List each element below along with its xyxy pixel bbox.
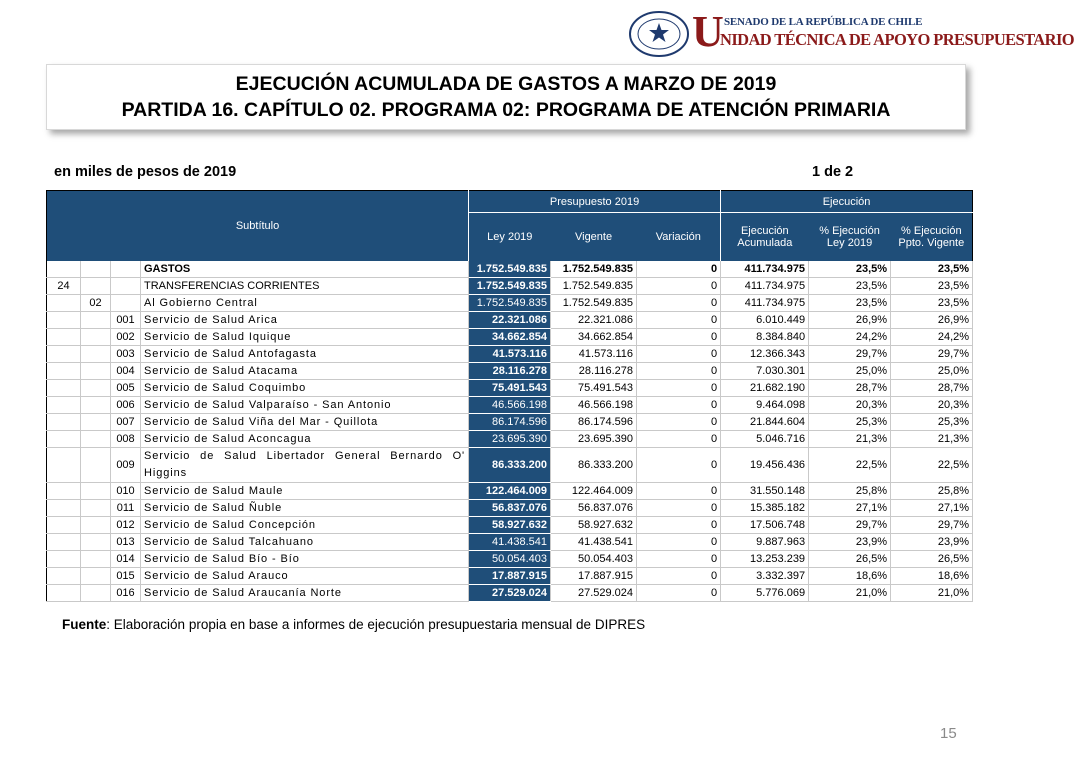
cell-pct-ley: 18,6%: [809, 567, 891, 584]
cell-vigente: 28.116.278: [551, 362, 637, 379]
cell-item: [81, 447, 111, 482]
cell-variacion: 0: [637, 379, 721, 396]
cell-asignacion: 010: [111, 482, 141, 499]
cell-vigente: 17.887.915: [551, 567, 637, 584]
cell-asignacion: [111, 261, 141, 278]
table-row: [47, 413, 973, 430]
cell-pct-vigente: 22,5%: [891, 447, 973, 482]
cell-pct-ley: 25,8%: [809, 482, 891, 499]
cell-subtitulo: [47, 567, 81, 584]
cell-denominacion: Servicio de Salud Arauco: [141, 567, 469, 584]
cell-ley: 56.837.076: [469, 499, 551, 516]
header-pct-vigente: [891, 213, 973, 261]
header-ejecucion: Ejecución: [721, 191, 973, 213]
cell-denominacion: Servicio de Salud Coquimbo: [141, 379, 469, 396]
cell-vigente: 86.333.200: [551, 447, 637, 482]
cell-item: [81, 379, 111, 396]
cell-vigente: 122.464.009: [551, 482, 637, 499]
cell-variacion: 0: [637, 345, 721, 362]
cell-item: [81, 533, 111, 550]
cell-subtitulo: [47, 261, 81, 278]
header-vigente: Vigente: [551, 213, 637, 261]
cell-ejecucion-acumulada: 21.682.190: [721, 379, 809, 396]
cell-ejecucion-acumulada: 5.776.069: [721, 584, 809, 601]
cell-subtitulo: [47, 345, 81, 362]
cell-subtitulo: [47, 533, 81, 550]
cell-vigente: 1.752.549.835: [551, 277, 637, 294]
cell-asignacion: 007: [111, 413, 141, 430]
cell-denominacion: Servicio de Salud Atacama: [141, 362, 469, 379]
cell-pct-ley: 26,9%: [809, 311, 891, 328]
cell-ejecucion-acumulada: 8.384.840: [721, 328, 809, 345]
header-subtitulo: Subtítulo: [47, 191, 469, 261]
cell-pct-vigente: 29,7%: [891, 516, 973, 533]
cell-pct-ley: 21,0%: [809, 584, 891, 601]
cell-ejecucion-acumulada: 12.366.343: [721, 345, 809, 362]
cell-variacion: 0: [637, 516, 721, 533]
cell-pct-ley: 25,0%: [809, 362, 891, 379]
cell-asignacion: 014: [111, 550, 141, 567]
cell-ejecucion-acumulada: 411.734.975: [721, 261, 809, 278]
table-row: [47, 499, 973, 516]
cell-asignacion: 008: [111, 430, 141, 447]
cell-ley: 1.752.549.835: [469, 277, 551, 294]
cell-denominacion: Servicio de Salud Araucanía Norte: [141, 584, 469, 601]
table-row: [47, 362, 973, 379]
cell-subtitulo: [47, 413, 81, 430]
cell-subtitulo: [47, 311, 81, 328]
cell-pct-vigente: 27,1%: [891, 499, 973, 516]
cell-asignacion: 016: [111, 584, 141, 601]
cell-pct-vigente: 21,3%: [891, 430, 973, 447]
cell-item: [81, 430, 111, 447]
page-title: EJECUCIÓN ACUMULADA DE GASTOS A MARZO DE 2019: [235, 73, 777, 95]
cell-ejecucion-acumulada: 9.464.098: [721, 396, 809, 413]
cell-denominacion: Servicio de Salud Arica: [141, 311, 469, 328]
cell-pct-vigente: 20,3%: [891, 396, 973, 413]
cell-ejecucion-acumulada: 17.506.748: [721, 516, 809, 533]
cell-variacion: 0: [637, 311, 721, 328]
cell-ley: 1.752.549.835: [469, 261, 551, 278]
cell-ejecucion-acumulada: 6.010.449: [721, 311, 809, 328]
cell-ley: 17.887.915: [469, 567, 551, 584]
cell-vigente: 1.752.549.835: [551, 294, 637, 311]
cell-ejecucion-acumulada: 13.253.239: [721, 550, 809, 567]
cell-variacion: 0: [637, 261, 721, 278]
cell-pct-ley: 26,5%: [809, 550, 891, 567]
cell-item: [81, 550, 111, 567]
cell-item: [81, 396, 111, 413]
cell-ley: 22.321.086: [469, 311, 551, 328]
table-row: [47, 516, 973, 533]
cell-item: [81, 499, 111, 516]
cell-ley: 86.333.200: [469, 447, 551, 482]
table-row: [47, 396, 973, 413]
header-ejec-acumulada-line2: Acumulada: [737, 236, 793, 249]
cell-asignacion: [111, 294, 141, 311]
cell-pct-vigente: 23,5%: [891, 294, 973, 311]
cell-denominacion: Servicio de Salud Maule: [141, 482, 469, 499]
cell-pct-ley: 23,9%: [809, 533, 891, 550]
logo-big-letter: U: [692, 7, 724, 56]
source-note: [62, 617, 645, 632]
table-row: [47, 533, 973, 550]
table-row: [47, 550, 973, 567]
table-row: [47, 277, 973, 294]
table-body: [47, 261, 973, 602]
cell-ejecucion-acumulada: 411.734.975: [721, 294, 809, 311]
cell-vigente: 41.438.541: [551, 533, 637, 550]
cell-item: [81, 567, 111, 584]
cell-ley: 58.927.632: [469, 516, 551, 533]
cell-asignacion: 002: [111, 328, 141, 345]
cell-subtitulo: [47, 482, 81, 499]
cell-variacion: 0: [637, 294, 721, 311]
cell-asignacion: 006: [111, 396, 141, 413]
cell-variacion: 0: [637, 567, 721, 584]
cell-subtitulo: [47, 294, 81, 311]
cell-vigente: 34.662.854: [551, 328, 637, 345]
cell-subtitulo: [47, 430, 81, 447]
cell-pct-ley: 22,5%: [809, 447, 891, 482]
cell-pct-vigente: 25,3%: [891, 413, 973, 430]
source-label: Fuente: [62, 617, 107, 632]
cell-item: 02: [81, 294, 111, 311]
cell-pct-vigente: 24,2%: [891, 328, 973, 345]
table-row: [47, 379, 973, 396]
logo-unit-text: NIDAD TÉCNICA DE APOYO PRESUPUESTARIO: [720, 30, 1074, 49]
cell-subtitulo: [47, 499, 81, 516]
cell-ejecucion-acumulada: 9.887.963: [721, 533, 809, 550]
cell-pct-vigente: 29,7%: [891, 345, 973, 362]
cell-ejecucion-acumulada: 411.734.975: [721, 277, 809, 294]
page-count: 1 de 2: [812, 164, 854, 180]
cell-ley: 1.752.549.835: [469, 294, 551, 311]
cell-vigente: 41.573.116: [551, 345, 637, 362]
cell-vigente: 86.174.596: [551, 413, 637, 430]
table-row: [47, 328, 973, 345]
cell-ley: 46.566.198: [469, 396, 551, 413]
cell-asignacion: 005: [111, 379, 141, 396]
cell-denominacion: Servicio de Salud Libertador General Bernardo O' Higgins: [141, 447, 469, 482]
cell-ejecucion-acumulada: 5.046.716: [721, 430, 809, 447]
cell-denominacion: Servicio de Salud Concepción: [141, 516, 469, 533]
header-pct-vigente-line2: Ppto. Vigente: [898, 236, 965, 249]
cell-item: [81, 413, 111, 430]
cell-variacion: 0: [637, 533, 721, 550]
cell-pct-vigente: 23,5%: [891, 261, 973, 278]
budget-table: [46, 190, 973, 602]
cell-pct-ley: 25,3%: [809, 413, 891, 430]
cell-subtitulo: [47, 516, 81, 533]
table-row: [47, 311, 973, 328]
cell-asignacion: 009: [111, 447, 141, 482]
cell-item: [81, 482, 111, 499]
cell-pct-ley: 23,5%: [809, 294, 891, 311]
header-ejec-acumulada-line1: Ejecución: [740, 224, 789, 237]
cell-asignacion: 001: [111, 311, 141, 328]
title-box: [46, 64, 966, 130]
source-text: : Elaboración propia en base a informes de ejecución presupuestaria mensual de DIPRES: [106, 617, 646, 632]
cell-subtitulo: [47, 396, 81, 413]
table-row: [47, 261, 973, 278]
cell-pct-vigente: 23,9%: [891, 533, 973, 550]
header-pct-ley-line1: % Ejecución: [819, 224, 880, 237]
cell-vigente: 22.321.086: [551, 311, 637, 328]
cell-item: [81, 516, 111, 533]
cell-ley: 28.116.278: [469, 362, 551, 379]
cell-pct-vigente: 25,0%: [891, 362, 973, 379]
senado-seal-icon: [628, 10, 690, 58]
cell-variacion: 0: [637, 550, 721, 567]
table-row: [47, 447, 973, 482]
cell-variacion: 0: [637, 499, 721, 516]
cell-asignacion: [111, 277, 141, 294]
cell-variacion: 0: [637, 362, 721, 379]
logo-senado-text: SENADO DE LA REPÚBLICA DE CHILE: [724, 16, 923, 28]
cell-subtitulo: [47, 362, 81, 379]
header-presupuesto: Presupuesto 2019: [469, 191, 721, 213]
cell-asignacion: 011: [111, 499, 141, 516]
cell-pct-ley: 21,3%: [809, 430, 891, 447]
cell-denominacion: Servicio de Salud Ñuble: [141, 499, 469, 516]
cell-ejecucion-acumulada: 3.332.397: [721, 567, 809, 584]
cell-ley: 34.662.854: [469, 328, 551, 345]
cell-subtitulo: [47, 328, 81, 345]
cell-ejecucion-acumulada: 15.385.182: [721, 499, 809, 516]
table-row: [47, 584, 973, 601]
header-ejec-acumulada: [721, 213, 809, 261]
cell-ley: 50.054.403: [469, 550, 551, 567]
cell-item: [81, 311, 111, 328]
table-row: [47, 482, 973, 499]
cell-pct-vigente: 26,9%: [891, 311, 973, 328]
cell-subtitulo: [47, 584, 81, 601]
cell-asignacion: 013: [111, 533, 141, 550]
cell-variacion: 0: [637, 482, 721, 499]
cell-ejecucion-acumulada: 7.030.301: [721, 362, 809, 379]
header-variacion: Variación: [637, 213, 721, 261]
table-row: [47, 294, 973, 311]
cell-pct-vigente: 23,5%: [891, 277, 973, 294]
header-pct-vigente-line1: % Ejecución: [901, 224, 962, 237]
cell-pct-vigente: 28,7%: [891, 379, 973, 396]
cell-vigente: 50.054.403: [551, 550, 637, 567]
cell-ley: 122.464.009: [469, 482, 551, 499]
cell-asignacion: 015: [111, 567, 141, 584]
cell-denominacion: Al Gobierno Central: [141, 294, 469, 311]
cell-asignacion: 012: [111, 516, 141, 533]
cell-ejecucion-acumulada: 19.456.436: [721, 447, 809, 482]
cell-denominacion: Servicio de Salud Bío - Bío: [141, 550, 469, 567]
cell-subtitulo: 24: [47, 277, 81, 294]
cell-vigente: 46.566.198: [551, 396, 637, 413]
cell-pct-ley: 20,3%: [809, 396, 891, 413]
cell-ley: 23.695.390: [469, 430, 551, 447]
cell-denominacion: Servicio de Salud Aconcagua: [141, 430, 469, 447]
cell-pct-ley: 23,5%: [809, 261, 891, 278]
cell-denominacion: TRANSFERENCIAS CORRIENTES: [141, 277, 469, 294]
cell-item: [81, 345, 111, 362]
cell-pct-ley: 28,7%: [809, 379, 891, 396]
cell-pct-ley: 24,2%: [809, 328, 891, 345]
cell-variacion: 0: [637, 447, 721, 482]
table-row: [47, 430, 973, 447]
cell-item: [81, 261, 111, 278]
cell-subtitulo: [47, 379, 81, 396]
cell-denominacion: Servicio de Salud Antofagasta: [141, 345, 469, 362]
header-pct-ley: [809, 213, 891, 261]
cell-ley: 41.573.116: [469, 345, 551, 362]
cell-pct-ley: 23,5%: [809, 277, 891, 294]
cell-variacion: 0: [637, 328, 721, 345]
cell-vigente: 58.927.632: [551, 516, 637, 533]
cell-ley: 75.491.543: [469, 379, 551, 396]
cell-vigente: 23.695.390: [551, 430, 637, 447]
cell-pct-ley: 27,1%: [809, 499, 891, 516]
cell-variacion: 0: [637, 277, 721, 294]
cell-subtitulo: [47, 550, 81, 567]
cell-pct-ley: 29,7%: [809, 345, 891, 362]
cell-vigente: 56.837.076: [551, 499, 637, 516]
page-subtitle: PARTIDA 16. CAPÍTULO 02. PROGRAMA 02: PROGRAMA DE ATENCIÓN PRIMARIA: [121, 99, 891, 121]
cell-vigente: 75.491.543: [551, 379, 637, 396]
units-label: en miles de pesos de 2019: [54, 164, 237, 180]
cell-variacion: 0: [637, 396, 721, 413]
cell-pct-vigente: 18,6%: [891, 567, 973, 584]
cell-denominacion: Servicio de Salud Viña del Mar - Quillota: [141, 413, 469, 430]
cell-denominacion: GASTOS: [141, 261, 469, 278]
cell-subtitulo: [47, 447, 81, 482]
cell-ley: 86.174.596: [469, 413, 551, 430]
cell-item: [81, 584, 111, 601]
cell-item: [81, 362, 111, 379]
cell-denominacion: Servicio de Salud Talcahuano: [141, 533, 469, 550]
senado-logo: [626, 7, 1074, 60]
cell-ejecucion-acumulada: 31.550.148: [721, 482, 809, 499]
cell-asignacion: 004: [111, 362, 141, 379]
cell-item: [81, 328, 111, 345]
table-row: [47, 567, 973, 584]
cell-item: [81, 277, 111, 294]
cell-variacion: 0: [637, 413, 721, 430]
cell-ley: 27.529.024: [469, 584, 551, 601]
cell-variacion: 0: [637, 430, 721, 447]
header-ley: Ley 2019: [469, 213, 551, 261]
cell-vigente: 1.752.549.835: [551, 261, 637, 278]
cell-ley: 41.438.541: [469, 533, 551, 550]
cell-denominacion: Servicio de Salud Valparaíso - San Antonio: [141, 396, 469, 413]
cell-asignacion: 003: [111, 345, 141, 362]
cell-denominacion: Servicio de Salud Iquique: [141, 328, 469, 345]
cell-pct-ley: 29,7%: [809, 516, 891, 533]
cell-pct-vigente: 21,0%: [891, 584, 973, 601]
cell-ejecucion-acumulada: 21.844.604: [721, 413, 809, 430]
page-number: 15: [940, 725, 957, 742]
cell-pct-vigente: 26,5%: [891, 550, 973, 567]
cell-variacion: 0: [637, 584, 721, 601]
cell-vigente: 27.529.024: [551, 584, 637, 601]
cell-pct-vigente: 25,8%: [891, 482, 973, 499]
header-pct-ley-line2: Ley 2019: [826, 236, 873, 249]
table-row: [47, 345, 973, 362]
